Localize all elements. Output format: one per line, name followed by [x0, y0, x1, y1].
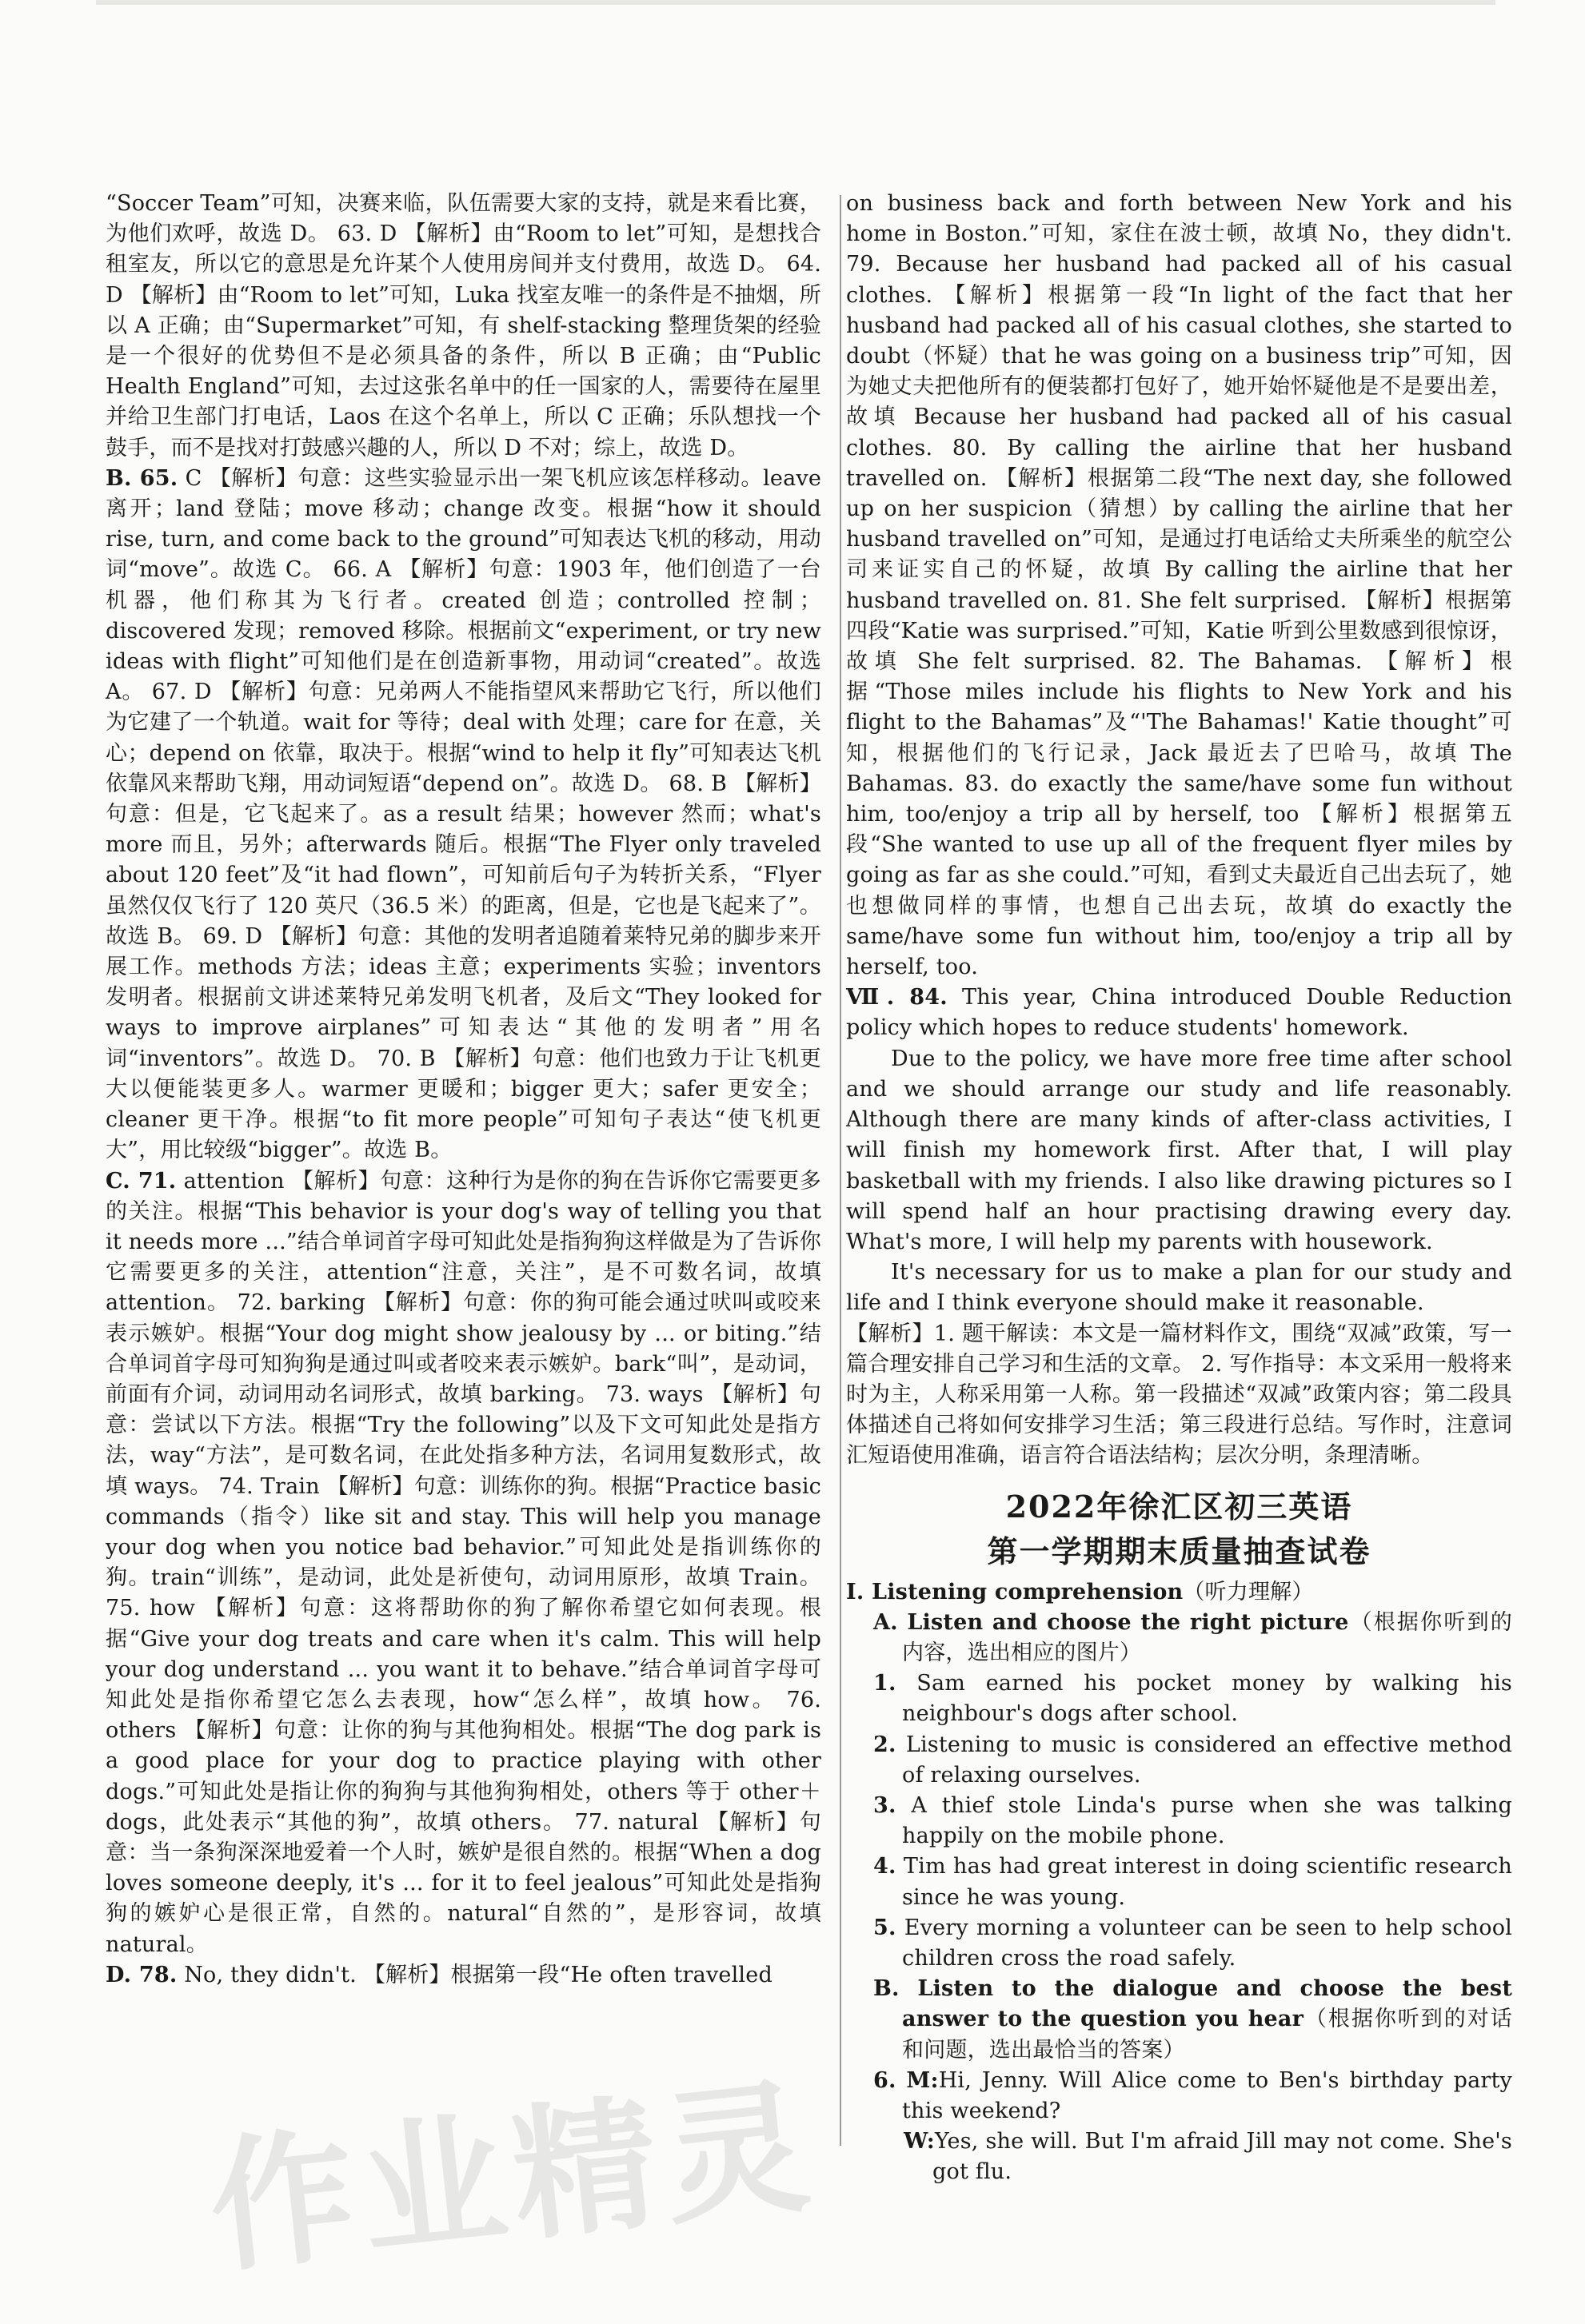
- listening-b-items: [846, 2066, 1512, 2188]
- section-text: attention 【解析】句意：这种行为是你的狗在告诉你它需要更多的关注。根据“This behavior is your dog's way of telling you that it needs more ...”结合单词首字母可知此处是指狗狗这样做是为了告诉你它需要更多的关注，attention“注意，关注”，是不可数名词，故填 attention。 72. barking 【解析】句意：你的狗可能会通过吠叫或咬来表示嫉妒。根据“Your dog might show jealousy by ... or biting.”结合单词首字母可知狗狗是通过叫或者咬来表示嫉妒。bark“叫”，是动词，前面有介词，动词用动名词形式，故填 barking。 73. ways 【解析】句意：尝试以下方法。根据“Try the following”以及下文可知此处是指方法，way“方法”，是可数名词，在此处指多种方法，名词用复数形式，故填 ways。 74. Train 【解析】句意：训练你的狗。根据“Practice basic commands（指令）like sit and stay. This will help you manage your dog when you notice bad behavior.”可知此处是指训练你的狗。train“训练”，是动词，此处是祈使句，动词用原形，故填 Train。 75. how 【解析】句意：这将帮助你的狗了解你希望它如何表现。根据“Give your dog treats and care when it's calm. This will help your dog understand ... you want it to behave.”结合单词首字母可知此处是指你希望它怎么去表现，how“怎么样”，故填 how。 76. others 【解析】句意：让你的狗与其他狗相处。根据“The dog park is a good place for your dog to practice playing with other dogs.”可知此处是指让你的狗狗与其他狗狗相处，others 等于 other＋dogs，此处表示“其他的狗”，故填 others。 77. natural 【解析】句意：当一条狗深深地爱着一个人时，嫉妒是很自然的。根据“When a dog loves someone deeply, it's ... for it to feel jealous”可知此处是指狗狗的嫉妒心是很正常，自然的。natural“自然的”，是形容词，故填 natural。: [106, 1168, 821, 1957]
- subpart-a-heading: A. Listen and choose the right picture（根据你听到的内容，选出相应的图片）: [873, 1609, 1512, 1665]
- listening-a-items: [846, 1668, 1512, 1974]
- section-label: B. 65.: [106, 465, 178, 491]
- writing-sample: [846, 983, 1512, 1318]
- section-label: D. 78.: [106, 1962, 178, 1987]
- essay-paragraph: Ⅶ. 84. This year, China introduced Double Reduction policy which hopes to reduce students' homework.: [846, 985, 1512, 1041]
- list-item: 2. Listening to music is considered an effective method of relaxing ourselves.: [873, 1732, 1512, 1788]
- subpart-b-heading: B. Listen to the dialogue and choose the best answer to the question you hear（根据你听到的对话和问题，选出最恰当的答案）: [873, 1976, 1512, 2063]
- top-edge: [96, 0, 1495, 5]
- essay-paragraph: Due to the policy, we have more free time after school and we should arrange our study and life reasonably. Although there are many kinds of after-class activities, I will finish my homework first. After that, I will play basketball with my friends. I also like drawing pictures so I will spend half an hour practising drawing every day. What's more, I will help my parents with housework.: [846, 1046, 1512, 1254]
- left-column: [106, 189, 821, 1991]
- list-item: 3. A thief stole Linda's purse when she was talking happily on the mobile phone.: [873, 1792, 1512, 1849]
- right-column: [846, 189, 1512, 2188]
- section-label: C. 71.: [106, 1168, 177, 1194]
- answer-paragraph-a: “Soccer Team”可知，决赛来临，队伍需要大家的支持，就是来看比赛，为他们欢呼，故选 D。 63. D 【解析】由“Room to let”可知，是想找合租室友，所以它的意思是允许某个人使用房间并支付费用，故选 D。 64. D 【解析】由“Room to let”可知，Luka 找室友唯一的条件是不抽烟，所以 A 正确；由“Supermarket”可知，有 shelf-stacking 整理货架的经验是一个很好的优势但不是必须具备的条件，所以 B 正确；由“Public Health England”可知，去过这张名单中的任一国家的人，需要待在屋里并给卫生部门打电话，Laos 在这个名单上，所以 C 正确；乐队想找一个鼓手，而不是找对打鼓感兴趣的人，所以 D 不对；综上，故选 D。: [106, 191, 821, 460]
- exam-title-line-1: 2022年徐汇区初三英语: [1005, 1488, 1353, 1525]
- dialogue-line: W:Yes, she will. But I'm afraid Jill may not come. She's got flu.: [904, 2129, 1512, 2185]
- answer-section-b: [106, 464, 821, 1166]
- essay-paragraph: It's necessary for us to make a plan for our study and life and I think everyone should make it reasonable.: [846, 1260, 1512, 1316]
- answer-section-c: [106, 1166, 821, 1960]
- list-item: 1. Sam earned his pocket money by walking his neighbour's dogs after school.: [873, 1671, 1512, 1727]
- watermark: 作业精灵: [202, 2063, 824, 2294]
- dialogue-line: 6. M:Hi, Jenny. Will Alice come to Ben's birthday party this weekend?: [873, 2067, 1512, 2123]
- answer-section-d: [106, 1960, 821, 1991]
- section-text: No, they didn't. 【解析】根据第一段“He often travelled: [177, 1962, 773, 1987]
- column-divider: [840, 195, 841, 2146]
- exam-title: [846, 1485, 1512, 1574]
- answer-paragraph-d-cont: on business back and forth between New York and his home in Boston.”可知，家住在波士顿，故填 No，they didn't. 79. Because her husband had packed all of his casual clothes. 【解析】根据第一段“In light of the fact that her husband had packed all of his casual clothes, she started to doubt（怀疑）that he was going on a business trip”可知，因为她丈夫把他所有的便装都打包好了，她开始怀疑他是不是要出差，故填 Because her husband had packed all of his casual clothes. 80. By calling the airline that her husband travelled on. 【解析】根据第二段“The next day, she followed up on her suspicion（猜想）by calling the airline that her husband travelled on”可知，是通过打电话给丈夫所乘坐的航空公司来证实自己的怀疑，故填 By calling the airline that her husband travelled on. 81. She felt surprised. 【解析】根据第四段“Katie was surprised.”可知，Katie 听到公里数感到很惊讶，故填 She felt surprised. 82. The Bahamas. 【解析】根据“Those miles include his flights to New York and his flight to the Bahamas”及“'The Bahamas!' Katie thought”可知，根据他们的飞行记录，Jack 最近去了巴哈马，故填 The Bahamas. 83. do exactly the same/have some fun without him, too/enjoy a trip all by herself, too 【解析】根据第五段“She wanted to use up all of the frequent flyer miles by going as far as she could.”可知，看到丈夫最近自己出去玩了，她也想做同样的事情，也想自己出去玩，故填 do exactly the same/have some fun without him, too/enjoy a trip all by herself, too.: [846, 191, 1512, 980]
- list-item: 4. Tim has had great interest in doing scientific research since he was young.: [873, 1854, 1512, 1910]
- part-heading: Ⅰ. Listening comprehension（听力理解）: [846, 1579, 1314, 1604]
- section-label: Ⅶ. 84.: [846, 985, 948, 1011]
- essay-analysis: 【解析】1. 题干解读：本文是一篇材料作文，围绕“双减”政策，写一篇合理安排自己学习和生活的文章。 2. 写作指导：本文采用一般将来时为主，人称采用第一人称。第一段描述“双减”政策内容；第二段具体描述自己将如何安排学习生活；第三段进行总结。写作时，注意词汇短语使用准确，语言符合语法结构；层次分明，条理清晰。: [846, 1321, 1512, 1469]
- exam-title-line-2: 第一学期期末质量抽查试卷: [987, 1533, 1371, 1569]
- section-text: C 【解析】句意：这些实验显示出一架飞机应该怎样移动。leave 离开；land 登陆；move 移动；change 改变。根据“how it should rise, turn, and come back to the ground”可知表达飞机的移动，用动词“move”。故选 C。 66. A 【解析】句意：1903 年，他们创造了一台机器，他们称其为飞行者。created 创造；controlled 控制；discovered 发现；removed 移除。根据前文“experiment, or try new ideas with flight”可知他们是在创造新事物，用动词“created”。故选 A。 67. D 【解析】句意：兄弟两人不能指望风来帮助它飞行，所以他们为它建了一个轨道。wait for 等待；deal with 处理；care for 在意，关心；depend on 依靠，取决于。根据“wind to help it fly”可知表达飞机依靠风来帮助飞翔，用动词短语“depend on”。故选 D。 68. B 【解析】句意：但是，它飞起来了。as a result 结果；however 然而；what's more 而且，另外；afterwards 随后。根据“The Flyer only traveled about 120 feet”及“it had flown”，可知前后句子为转折关系，“Flyer 虽然仅仅飞行了 120 英尺（36.5 米）的距离，但是，它也是飞起来了”。故选 B。 69. D 【解析】句意：其他的发明者追随着莱特兄弟的脚步来开展工作。methods 方法；ideas 主意；experiments 实验；inventors 发明者。根据前文讲述莱特兄弟发明飞机者，及后文“They looked for ways to improve airplanes”可知表达“其他的发明者”用名词“inventors”。故选 D。 70. B 【解析】句意：他们也致力于让飞机更大以便能装更多人。warmer 更暖和；bigger 更大；safer 更安全；cleaner 更干净。根据“to fit more people”可知句子表达“使飞机更大”，用比较级“bigger”。故选 B。: [106, 465, 821, 1163]
- list-item: 5. Every morning a volunteer can be seen to help school children cross the road safely.: [873, 1915, 1512, 1971]
